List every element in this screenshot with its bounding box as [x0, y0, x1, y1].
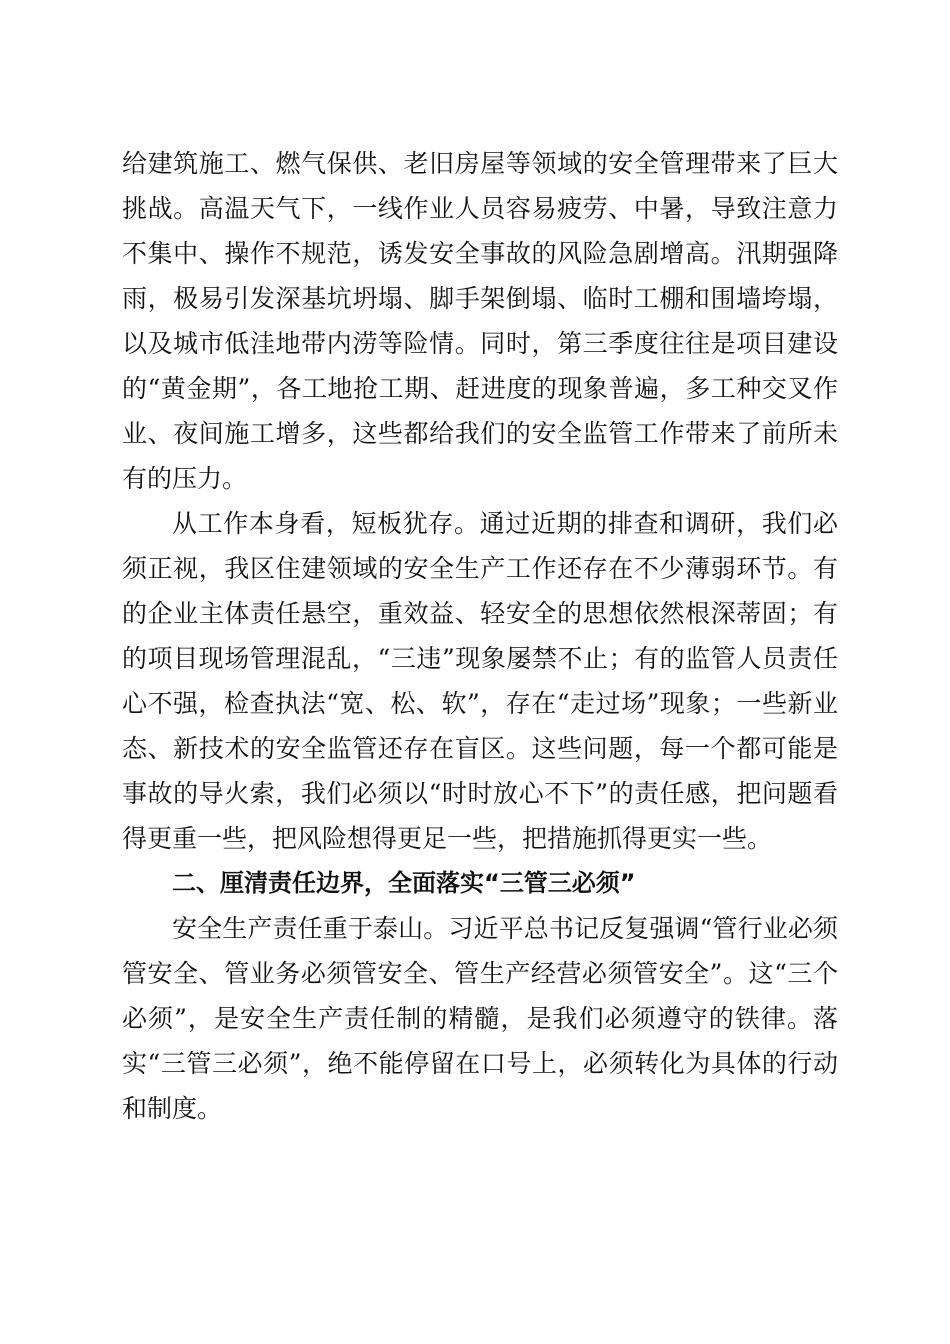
body-paragraph-shortcomings: 从工作本身看，短板犹存。通过近期的排查和调研，我们必须正视，我区住建领域的安全生产工作还存在不少薄弱环节。有的企业主体责任悬空，重效益、轻安全的思想依然根深蒂固；有的项目现场管理混乱，“三违”现象屡禁不止；有的监管人员责任心不强，检查执法“宽、松、软”，存在“走过场”现象；一些新业态、新技术的安全监管还存在盲区。这些问题，每一个都可能是事故的导火索，我们必须以“时时放心不下”的责任感，把问题看得更重一些，把风险想得更足一些，把措施抓得更实一些。 [122, 509, 838, 853]
body-paragraph-continued: 给建筑施工、燃气保供、老旧房屋等领域的安全管理带来了巨大挑战。高温天气下，一线作业人员容易疲劳、中暑，导致注意力不集中、操作不规范，诱发安全事故的风险急剧增高。汛期强降雨，极易引发深基坑坍塌、脚手架倒塌、临时工棚和围墙垮塌，以及城市低洼地带内涝等险情。同时，第三季度往往是项目建设的“黄金期”，各工地抢工期、赶进度的现象普遍，多工种交叉作业、夜间施工增多，这些都给我们的安全监管工作带来了前所未有的压力。 [122, 149, 838, 493]
section-heading: 二、厘清责任边界，全面落实“三管三必须” [172, 869, 636, 897]
document-body [122, 141, 838, 1131]
body-paragraph-responsibility: 安全生产责任重于泰山。习近平总书记反复强调“管行业必须管安全、管业务必须管安全、管生产经营必须管安全”。这“三个必须”，是安全生产责任制的精髓，是我们必须遵守的铁律。落实“三管三必须”，绝不能停留在口号上，必须转化为具体的行动和制度。 [122, 914, 838, 1123]
